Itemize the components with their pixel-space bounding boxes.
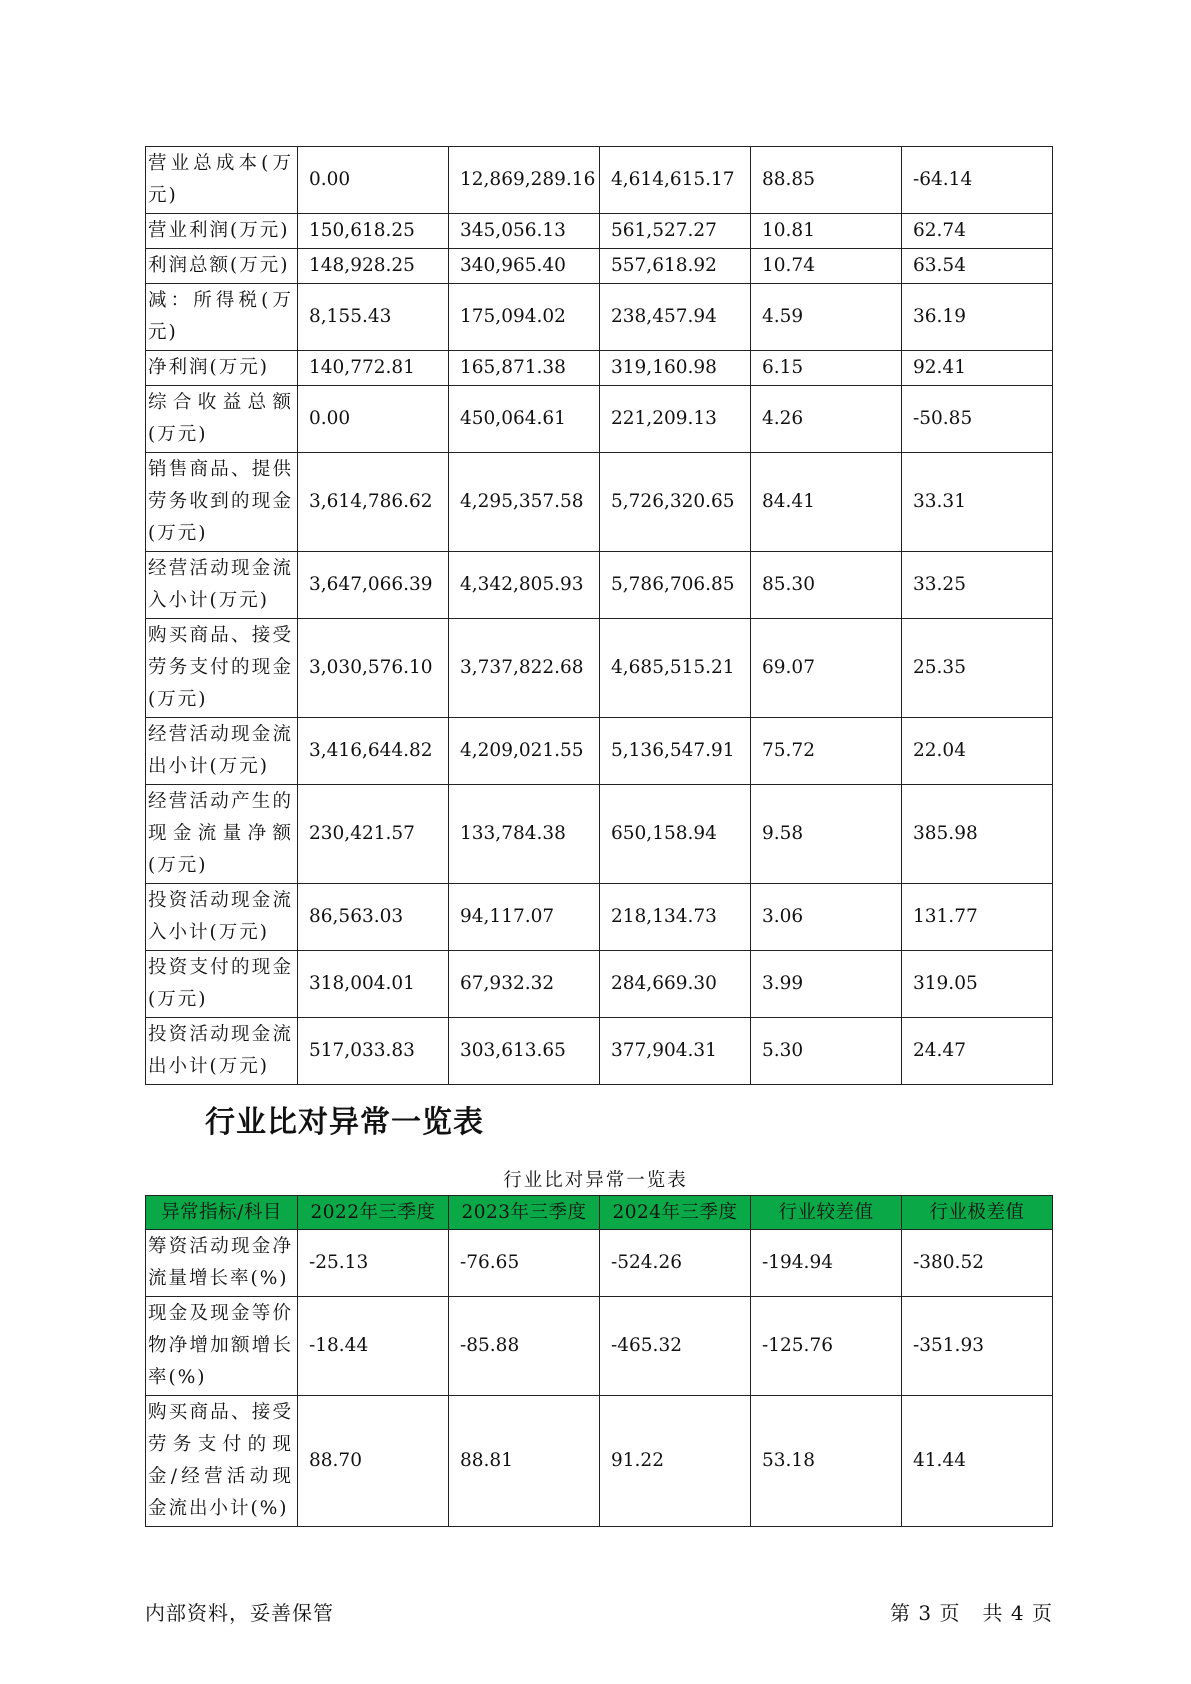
table-row [146, 951, 1053, 1018]
cell-value: 4,209,021.55 [449, 718, 600, 785]
row-label: 净利润(万元) [146, 351, 298, 386]
row-label: 购买商品、接受劳务支付的现金/经营活动现金流出小计(%) [146, 1396, 298, 1527]
section-heading: 行业比对异常一览表 [205, 1105, 484, 1140]
row-label: 筹资活动现金净流量增长率(%) [146, 1230, 298, 1297]
column-header: 行业较差值 [751, 1196, 902, 1230]
cell-value: 284,669.30 [600, 951, 751, 1018]
cell-value: 318,004.01 [298, 951, 449, 1018]
cell-value: 450,064.61 [449, 386, 600, 453]
cell-value: 5,786,706.85 [600, 552, 751, 619]
cell-value: 175,094.02 [449, 284, 600, 351]
cell-value: 5,726,320.65 [600, 453, 751, 552]
cell-value: 10.81 [751, 214, 902, 249]
cell-value: 140,772.81 [298, 351, 449, 386]
cell-value: 4,342,805.93 [449, 552, 600, 619]
row-label: 营业利润(万元) [146, 214, 298, 249]
cell-value: -50.85 [902, 386, 1053, 453]
cell-value: -351.93 [902, 1297, 1053, 1396]
row-label: 销售商品、提供劳务收到的现金(万元) [146, 453, 298, 552]
cell-value: 8,155.43 [298, 284, 449, 351]
cell-value: 3,416,644.82 [298, 718, 449, 785]
cell-value: 150,618.25 [298, 214, 449, 249]
cell-value: 165,871.38 [449, 351, 600, 386]
cell-value: -524.26 [600, 1230, 751, 1297]
cell-value: 85.30 [751, 552, 902, 619]
cell-value: 92.41 [902, 351, 1053, 386]
cell-value: 377,904.31 [600, 1018, 751, 1085]
cell-value: 303,613.65 [449, 1018, 600, 1085]
table-row [146, 1018, 1053, 1085]
cell-value: 385.98 [902, 785, 1053, 884]
financial-data-table [145, 146, 1053, 1085]
cell-value: 557,618.92 [600, 249, 751, 284]
cell-value: 22.04 [902, 718, 1053, 785]
cell-value: 218,134.73 [600, 884, 751, 951]
table-row [146, 284, 1053, 351]
cell-value: 131.77 [902, 884, 1053, 951]
cell-value: 3,647,066.39 [298, 552, 449, 619]
cell-value: 3,614,786.62 [298, 453, 449, 552]
cell-value: 3,737,822.68 [449, 619, 600, 718]
row-label: 投资活动现金流出小计(万元) [146, 1018, 298, 1085]
table-row [146, 1396, 1053, 1527]
footer-confidential-note: 内部资料，妥善保管 [145, 1601, 334, 1625]
cell-value: 88.81 [449, 1396, 600, 1527]
cell-value: 10.74 [751, 249, 902, 284]
cell-value: 5.30 [751, 1018, 902, 1085]
cell-value: 4.26 [751, 386, 902, 453]
cell-value: 25.35 [902, 619, 1053, 718]
cell-value: 62.74 [902, 214, 1053, 249]
cell-value: 340,965.40 [449, 249, 600, 284]
table-header-row [146, 1196, 1053, 1230]
column-header: 2022年三季度 [298, 1196, 449, 1230]
cell-value: 221,209.13 [600, 386, 751, 453]
cell-value: 94,117.07 [449, 884, 600, 951]
table-row [146, 386, 1053, 453]
row-label: 减：所得税(万元) [146, 284, 298, 351]
row-label: 现金及现金等价物净增加额增长率(%) [146, 1297, 298, 1396]
cell-value: 12,869,289.16 [449, 147, 600, 214]
table-row [146, 552, 1053, 619]
cell-value: 75.72 [751, 718, 902, 785]
table-row [146, 785, 1053, 884]
cell-value: 230,421.57 [298, 785, 449, 884]
cell-value: 0.00 [298, 386, 449, 453]
cell-value: 4,614,615.17 [600, 147, 751, 214]
table-caption: 行业比对异常一览表 [503, 1170, 688, 1191]
column-header: 2024年三季度 [600, 1196, 751, 1230]
cell-value: 33.25 [902, 552, 1053, 619]
cell-value: 84.41 [751, 453, 902, 552]
row-label: 经营活动现金流入小计(万元) [146, 552, 298, 619]
table-row [146, 249, 1053, 284]
cell-value: 9.58 [751, 785, 902, 884]
cell-value: 0.00 [298, 147, 449, 214]
row-label: 综合收益总额(万元) [146, 386, 298, 453]
table-row [146, 147, 1053, 214]
cell-value: 345,056.13 [449, 214, 600, 249]
anomaly-table [145, 1195, 1053, 1527]
table-row [146, 884, 1053, 951]
cell-value: 148,928.25 [298, 249, 449, 284]
cell-value: 69.07 [751, 619, 902, 718]
cell-value: 561,527.27 [600, 214, 751, 249]
cell-value: 67,932.32 [449, 951, 600, 1018]
cell-value: -64.14 [902, 147, 1053, 214]
cell-value: 6.15 [751, 351, 902, 386]
table-row [146, 718, 1053, 785]
cell-value: -125.76 [751, 1297, 902, 1396]
table-row [146, 453, 1053, 552]
row-label: 购买商品、接受劳务支付的现金(万元) [146, 619, 298, 718]
cell-value: 3.06 [751, 884, 902, 951]
cell-value: 3.99 [751, 951, 902, 1018]
cell-value: -194.94 [751, 1230, 902, 1297]
cell-value: 3,030,576.10 [298, 619, 449, 718]
cell-value: 5,136,547.91 [600, 718, 751, 785]
cell-value: 4,685,515.21 [600, 619, 751, 718]
table-row [146, 214, 1053, 249]
row-label: 投资活动现金流入小计(万元) [146, 884, 298, 951]
cell-value: 88.85 [751, 147, 902, 214]
row-label: 投资支付的现金(万元) [146, 951, 298, 1018]
table-row [146, 1297, 1053, 1396]
cell-value: 4,295,357.58 [449, 453, 600, 552]
cell-value: 53.18 [751, 1396, 902, 1527]
column-header: 2023年三季度 [449, 1196, 600, 1230]
cell-value: 650,158.94 [600, 785, 751, 884]
cell-value: 4.59 [751, 284, 902, 351]
cell-value: 36.19 [902, 284, 1053, 351]
cell-value: 91.22 [600, 1396, 751, 1527]
cell-value: -25.13 [298, 1230, 449, 1297]
cell-value: -18.44 [298, 1297, 449, 1396]
row-label: 经营活动现金流出小计(万元) [146, 718, 298, 785]
cell-value: 86,563.03 [298, 884, 449, 951]
cell-value: -465.32 [600, 1297, 751, 1396]
cell-value: 319,160.98 [600, 351, 751, 386]
cell-value: -76.65 [449, 1230, 600, 1297]
table-row [146, 619, 1053, 718]
row-label: 经营活动产生的现金流量净额(万元) [146, 785, 298, 884]
cell-value: 24.47 [902, 1018, 1053, 1085]
table-row [146, 1230, 1053, 1297]
cell-value: 133,784.38 [449, 785, 600, 884]
footer-page-number: 第 3 页 共 4 页 [890, 1601, 1053, 1625]
cell-value: 63.54 [902, 249, 1053, 284]
cell-value: 319.05 [902, 951, 1053, 1018]
column-header: 行业极差值 [902, 1196, 1053, 1230]
cell-value: 88.70 [298, 1396, 449, 1527]
row-label: 利润总额(万元) [146, 249, 298, 284]
cell-value: 238,457.94 [600, 284, 751, 351]
cell-value: -380.52 [902, 1230, 1053, 1297]
cell-value: -85.88 [449, 1297, 600, 1396]
cell-value: 41.44 [902, 1396, 1053, 1527]
column-header: 异常指标/科目 [146, 1196, 298, 1230]
cell-value: 33.31 [902, 453, 1053, 552]
table-row [146, 351, 1053, 386]
cell-value: 517,033.83 [298, 1018, 449, 1085]
row-label: 营业总成本(万元) [146, 147, 298, 214]
